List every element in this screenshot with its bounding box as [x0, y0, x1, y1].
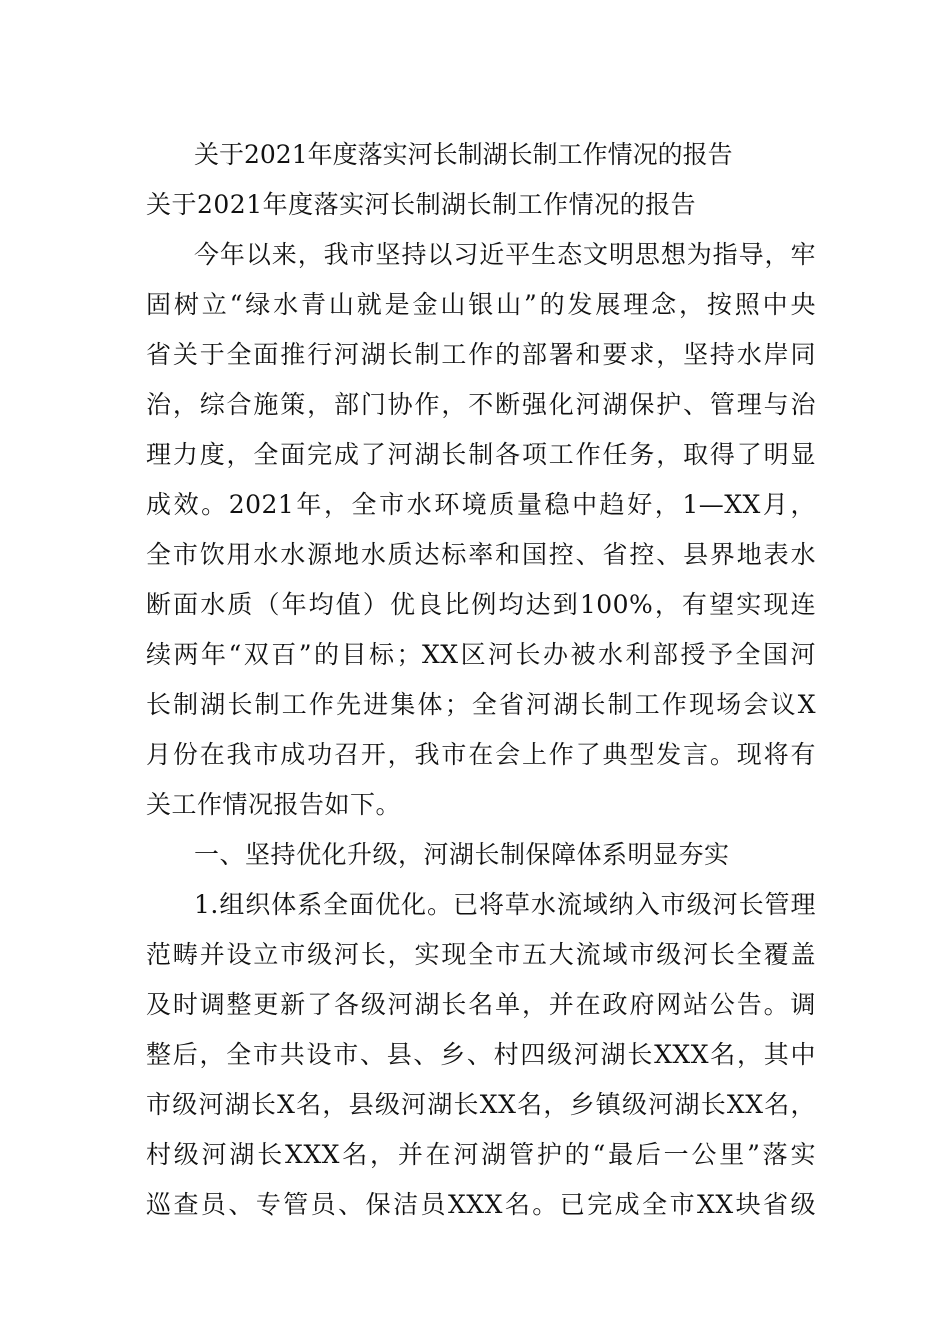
- paragraph-line: 范畴并设立市级河长，实现全市五大流域市级河长全覆盖: [146, 940, 816, 969]
- paragraph-intro: [146, 230, 816, 830]
- paragraph-line: 长制湖长制工作先进集体；全省河湖长制工作现场会议X: [146, 690, 816, 719]
- paragraph-line: 巡查员、专管员、保洁员XXX名。已完成全市XX块省级: [146, 1190, 816, 1219]
- paragraph-line: 今年以来，我市坚持以习近平生态文明思想为指导，牢: [194, 240, 816, 269]
- paragraph-line: 省关于全面推行河湖长制工作的部署和要求，坚持水岸同: [146, 340, 816, 369]
- document-title: 关于2021年度落实河长制湖长制工作情况的报告: [194, 140, 733, 169]
- paragraph-line: 固树立“绿水青山就是金山银山”的发展理念，按照中央: [146, 290, 816, 319]
- paragraph-organization: [146, 880, 816, 1230]
- paragraph-line: 及时调整更新了各级河湖长名单，并在政府网站公告。调: [146, 990, 816, 1019]
- paragraph-line: 市级河湖长X名，县级河湖长XX名，乡镇级河湖长XX名，: [146, 1090, 816, 1119]
- paragraph-line: 治，综合施策，部门协作，不断强化河湖保护、管理与治: [146, 390, 816, 419]
- paragraph-line: 1.组织体系全面优化。已将草水流域纳入市级河长管理: [194, 890, 816, 919]
- paragraph-line: 断面水质（年均值）优良比例均达到100%，有望实现连: [146, 590, 816, 619]
- paragraph-line: 理力度，全面完成了河湖长制各项工作任务，取得了明显: [146, 440, 816, 469]
- paragraph-line: 成效。2021年，全市水环境质量稳中趋好，1—XX月，: [146, 490, 816, 519]
- document-subtitle: 关于2021年度落实河长制湖长制工作情况的报告: [146, 190, 697, 219]
- paragraph-line: 全市饮用水水源地水质达标率和国控、省控、县界地表水: [146, 540, 816, 569]
- paragraph-line: 整后，全市共设市、县、乡、村四级河湖长XXX名，其中: [146, 1040, 816, 1069]
- document-body: [146, 130, 816, 1230]
- paragraph-line: 关工作情况报告如下。: [146, 790, 402, 819]
- section-heading: 一、坚持优化升级，河湖长制保障体系明显夯实: [194, 840, 730, 869]
- paragraph-line: 村级河湖长XXX名，并在河湖管护的“最后一公里”落实: [146, 1140, 816, 1169]
- paragraph-line: 月份在我市成功召开，我市在会上作了典型发言。现将有: [146, 740, 816, 769]
- paragraph-line: 续两年“双百”的目标；XX区河长办被水利部授予全国河: [146, 640, 816, 669]
